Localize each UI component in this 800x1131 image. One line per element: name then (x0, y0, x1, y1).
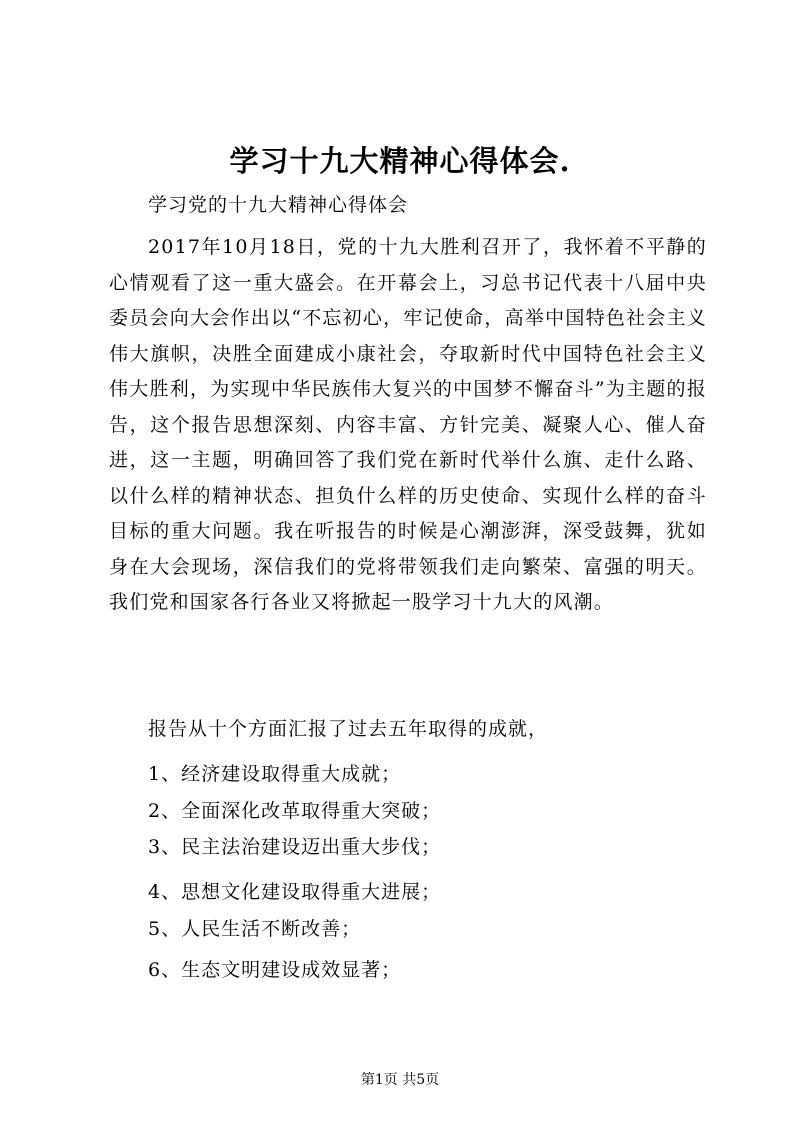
achievement-item-6: 6、生态文明建设成效显著； (148, 959, 402, 981)
achievement-item-1: 1、经济建设取得重大成就； (148, 763, 402, 785)
summary-paragraph: 报告从十个方面汇报了过去五年取得的成就， (148, 718, 549, 740)
body-paragraph: 2017年10月18日，党的十九大胜利召开了，我怀着不平静的心情观看了这一重大盛会。在开幕会上，习总书记代表十八届中央委员会向大会作出以“不忘初心，牢记使命，高举中国特色社会主义伟大旗帜，决胜全面建成小康社会，夺取新时代中国特色社会主义伟大胜利，为实现中华民族伟大复兴的中国梦不懈奋斗”为主题的报告，这个报告思想深刻、内容丰富、方针完美、凝聚人心、催人奋进，这一主题，明确回答了我们党在新时代举什么旗、走什么路、以什么样的精神状态、担负什么样的历史使命、实现什么样的奋斗目标的重大问题。我在听报告的时候是心潮澎湃，深受鼓舞，犹如身在大会现场，深信我们的党将带领我们走向繁荣、富强的明天。我们党和国家各行各业又将掀起一股学习十九大的风潮。 (109, 236, 707, 613)
achievement-item-5: 5、人民生活不断改善； (148, 918, 362, 940)
page-number: 第1页 共5页 (360, 1072, 440, 1088)
achievement-item-2: 2、全面深化改革取得重大突破； (148, 800, 442, 822)
achievement-item-4: 4、思想文化建设取得重大进展； (148, 881, 442, 903)
document-subtitle: 学习党的十九大精神心得体会 (148, 194, 409, 216)
achievement-item-3: 3、民主法治建设迈出重大步伐； (148, 836, 442, 858)
document-title: 学习十九大精神心得体会. (229, 144, 571, 178)
